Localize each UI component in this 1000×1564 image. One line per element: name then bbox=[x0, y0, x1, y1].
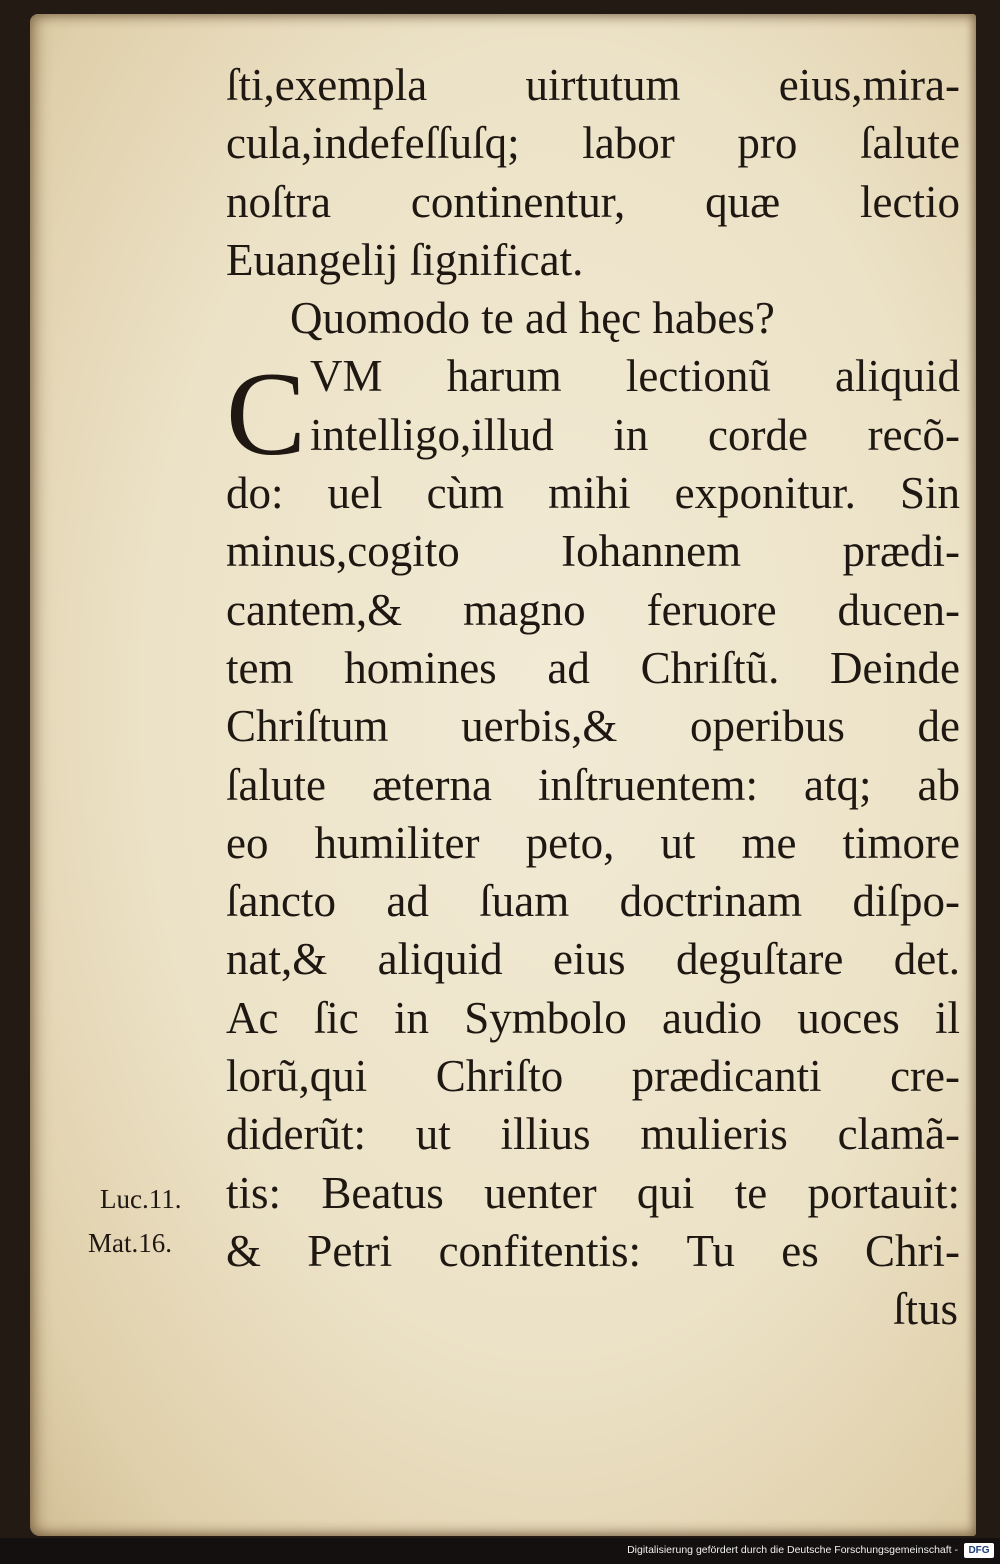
text-line: cula,indefeſſuſq; labor pro ſalute bbox=[226, 118, 960, 169]
text-line: lorũ,qui Chriſto prædicanti cre- bbox=[226, 1051, 960, 1102]
footer-bar bbox=[0, 1538, 1000, 1564]
margin-note-luke: Luc.11. bbox=[100, 1184, 182, 1214]
text-line: Ac ſic in Symbolo audio uoces il bbox=[226, 992, 960, 1043]
text-line: ſancto ad ſuam doctrinam diſpo- bbox=[226, 876, 960, 927]
text-line: VM harum lectionũ aliquid bbox=[310, 351, 960, 402]
text-line: tem homines ad Chriſtũ. Deinde bbox=[226, 642, 960, 693]
text-line: ſalute æterna inſtruentem: atq; ab bbox=[226, 759, 960, 810]
text-line: eo humiliter peto, ut me timore bbox=[226, 817, 960, 868]
text-line: diderũt: ut illius mulieris clamã- bbox=[226, 1109, 960, 1160]
question-heading: Quomodo te ad hęc habes? bbox=[290, 293, 775, 344]
dfg-logo: DFG bbox=[964, 1543, 994, 1558]
text-line: Euangelij ſignificat. bbox=[226, 234, 584, 285]
text-line: tis: Beatus uenter qui te portauit: bbox=[226, 1167, 960, 1218]
text-line: Chriſtum uerbis,& operibus de bbox=[226, 701, 960, 752]
book-page bbox=[30, 14, 976, 1536]
text-line: nat,& aliquid eius deguſtare det. bbox=[226, 934, 960, 985]
text-line: noſtra continentur, quæ lectio bbox=[226, 176, 960, 227]
text-line: & Petri confitentis: Tu es Chri- bbox=[226, 1225, 960, 1276]
text-line: do: uel cùm mihi exponitur. Sin bbox=[226, 468, 960, 519]
catchword: ſtus bbox=[892, 1284, 958, 1335]
text-line: intelligo,illud in corde recõ- bbox=[310, 409, 960, 460]
funding-credit: Digitalisierung gefördert durch die Deutsche Forschungsgemeinschaft - bbox=[627, 1544, 958, 1556]
text-line: cantem,& magno feruore ducen- bbox=[226, 584, 960, 635]
margin-note-matthew: Mat.16. bbox=[88, 1228, 172, 1258]
text-line: ſti,exempla uirtutum eius,mira- bbox=[226, 60, 960, 110]
drop-cap-initial: C bbox=[226, 347, 307, 481]
text-block bbox=[226, 56, 960, 1339]
text-line: minus,cogito Iohannem prædi- bbox=[226, 526, 960, 577]
